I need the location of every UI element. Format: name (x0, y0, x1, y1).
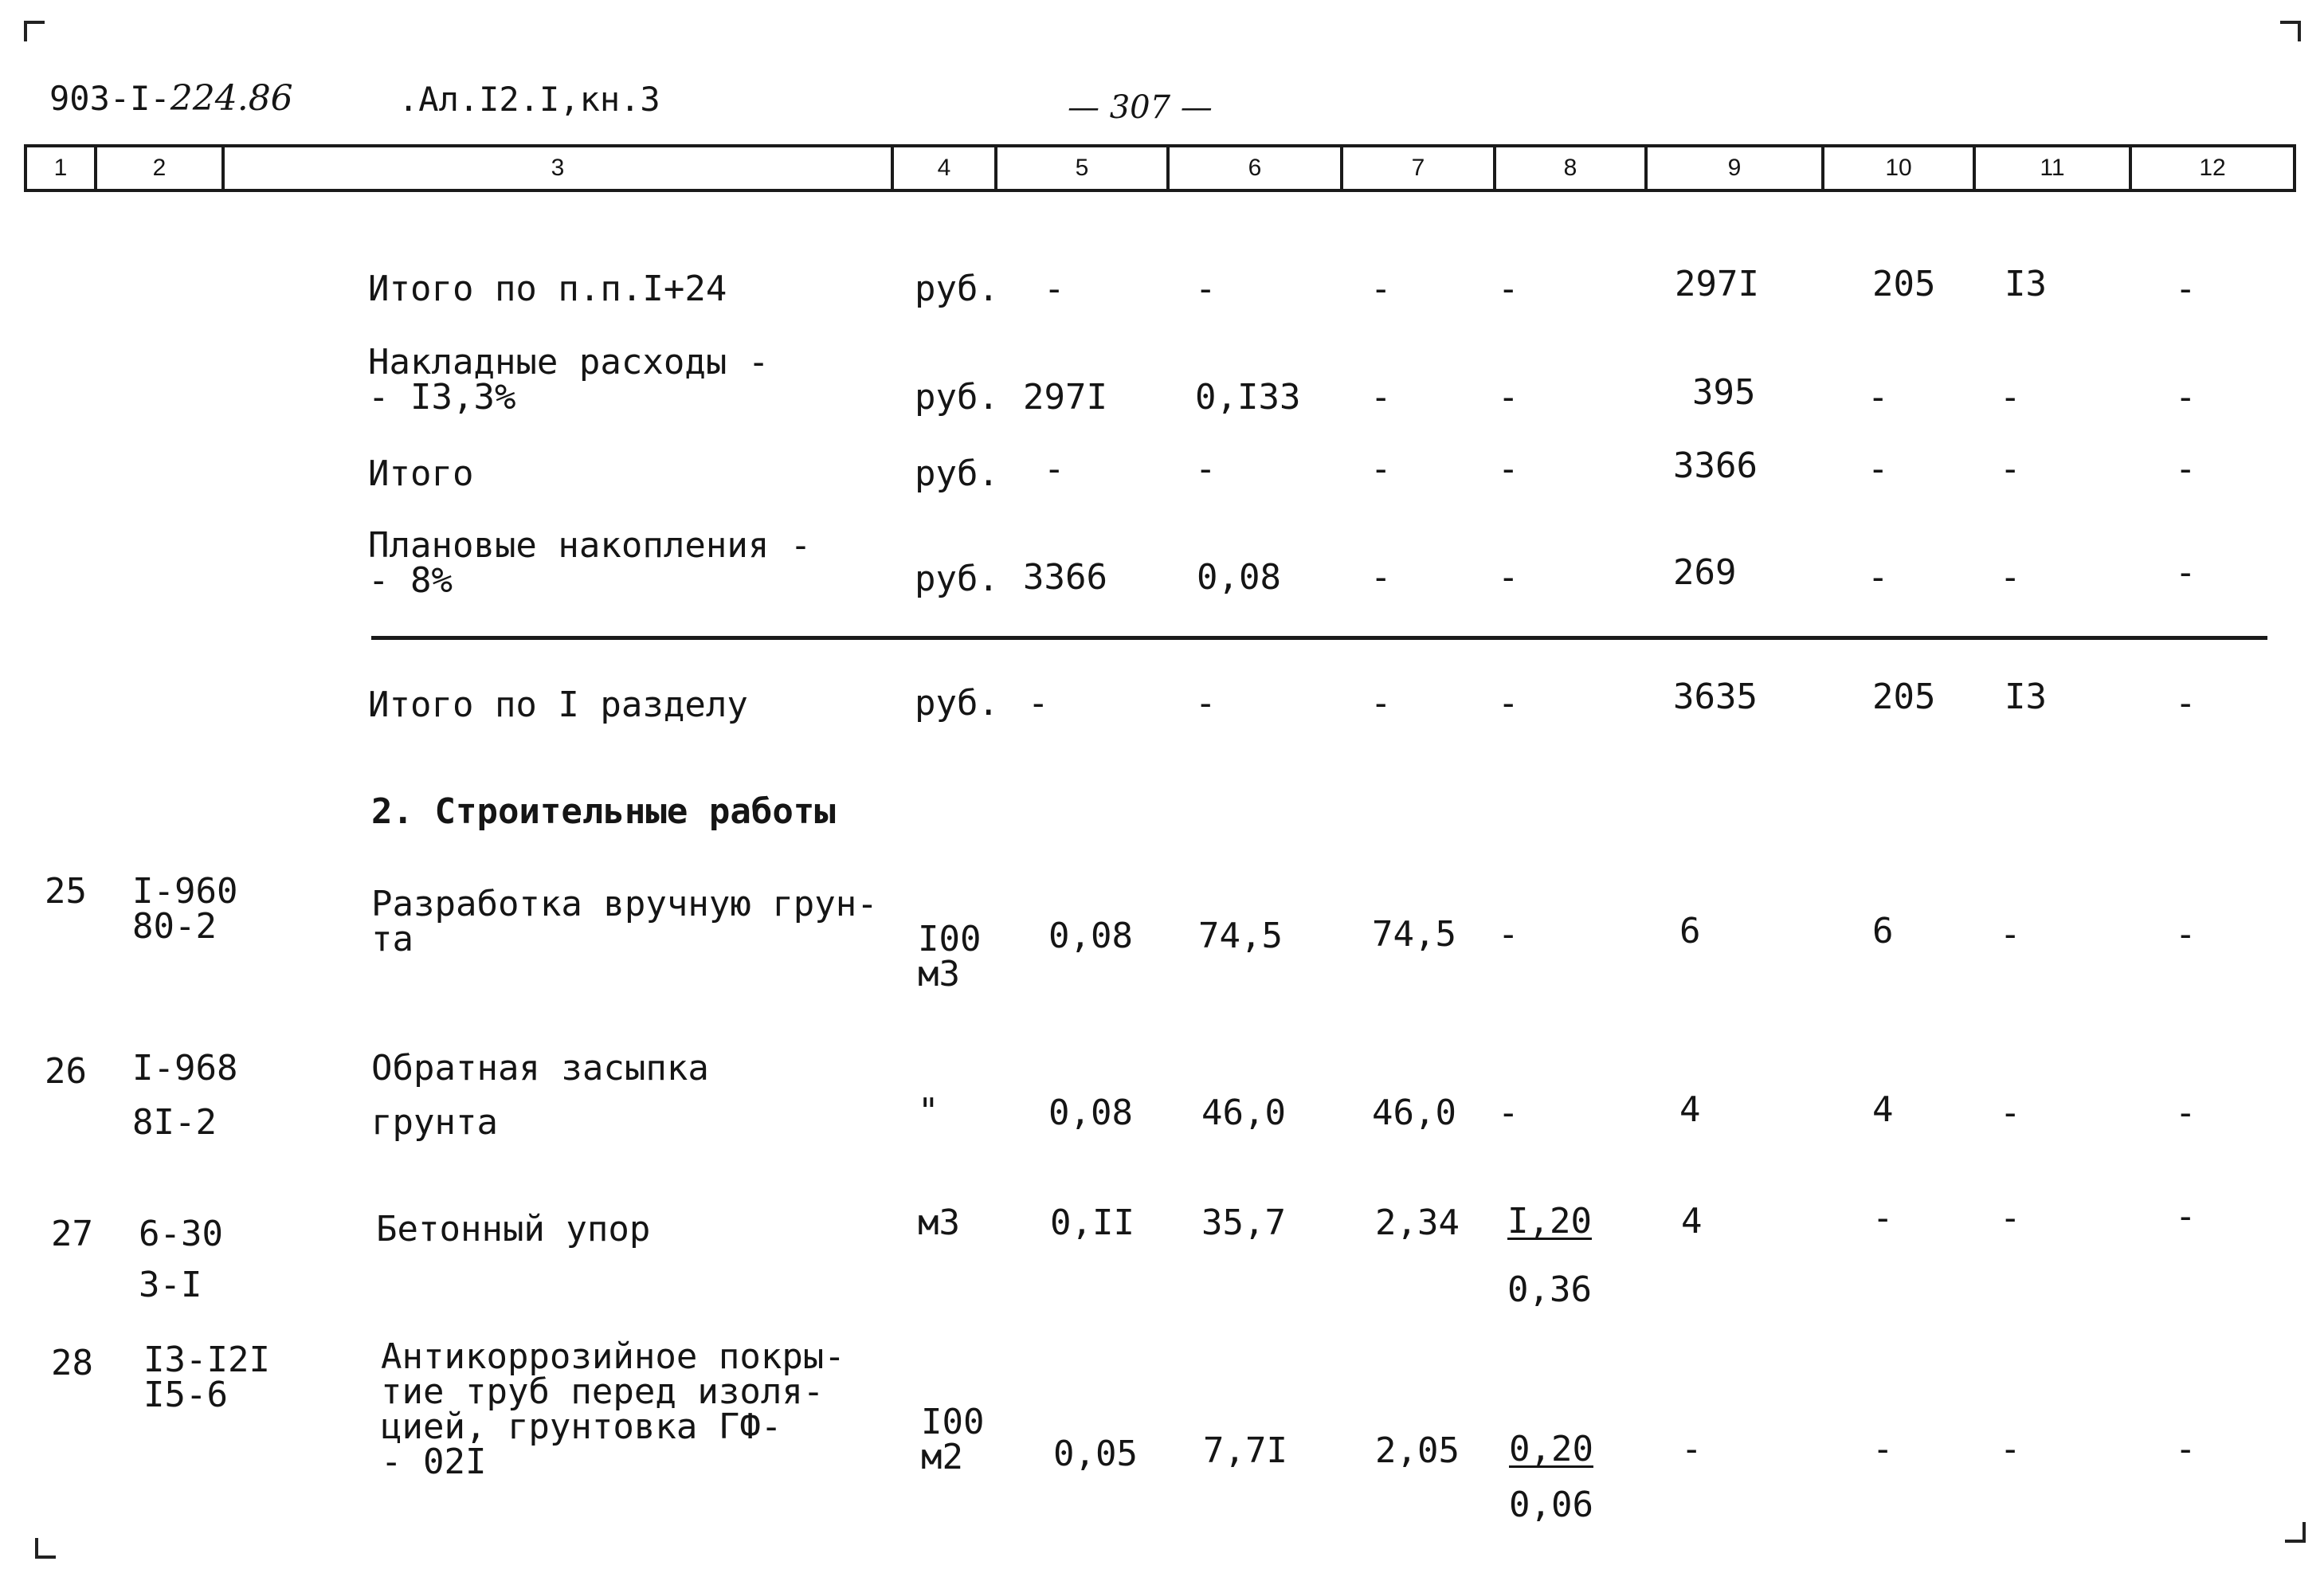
col8-value: - (1498, 914, 1519, 955)
col5-value: 297I (1023, 377, 1107, 418)
norm-code: I-960 (132, 871, 238, 912)
row-number: 27 (51, 1214, 93, 1254)
norm-code: 3-I (139, 1265, 202, 1305)
col11-value: - (2000, 1093, 2021, 1133)
col6-value: 7,7I (1203, 1430, 1287, 1471)
norm-code: I5-6 (143, 1375, 228, 1415)
col6-value: 35,7 (1201, 1202, 1286, 1243)
col8-value: - (1498, 1093, 1519, 1133)
col6-value: - (1195, 683, 1217, 724)
unit: м3 (918, 1202, 960, 1243)
col7-value: 46,0 (1372, 1093, 1456, 1133)
norm-code: 6-30 (139, 1214, 223, 1254)
col11-value: - (2000, 449, 2021, 489)
col10-value: 6 (1872, 911, 1894, 951)
unit: " (918, 1091, 939, 1132)
corner-mark-bottom-right (2285, 1522, 2306, 1543)
col7-value: - (1370, 683, 1392, 724)
item-name: Итого по п.п.I+24 (368, 269, 727, 309)
unit: руб. (915, 377, 999, 418)
col6-value: - (1195, 449, 1217, 489)
col7-value: 2,05 (1375, 1430, 1460, 1471)
col6-value: 46,0 (1201, 1093, 1286, 1133)
col12-value: - (2175, 552, 2197, 593)
col8-value-secondary: 0,36 (1507, 1269, 1592, 1310)
col7-value: 74,5 (1372, 914, 1456, 955)
page-number: — 307 — (1068, 89, 1213, 126)
item-name: Итого (368, 453, 474, 494)
column-number: 6 (1248, 155, 1262, 181)
item-name: Итого по I разделу (368, 685, 748, 725)
column-number: 3 (551, 155, 565, 181)
unit: руб. (915, 453, 999, 494)
section-total-rule (371, 636, 2267, 640)
col6-value: 0,I33 (1195, 377, 1301, 418)
row-number: 25 (45, 871, 87, 912)
col9-value: 395 (1692, 372, 1756, 413)
unit: I00 (921, 1402, 985, 1442)
col9-value: 4 (1681, 1201, 1703, 1242)
item-name: Бетонный упор (376, 1209, 651, 1250)
document-code (49, 78, 293, 119)
col5-value: - (1044, 449, 1065, 489)
col5-value: - (1044, 269, 1065, 309)
col7-value: - (1370, 557, 1392, 598)
col6-value: 74,5 (1198, 916, 1283, 956)
col8-value: - (1498, 683, 1519, 724)
item-name: - 8% (368, 560, 453, 601)
col10-value: - (1872, 1429, 1894, 1469)
col5-value: 3366 (1023, 557, 1107, 598)
col12-value: - (2175, 377, 2197, 418)
col5-value: - (1028, 683, 1049, 724)
col9-value: 4 (1679, 1089, 1701, 1130)
column-number: 2 (152, 155, 167, 181)
item-name: тие труб перед изоля- (381, 1371, 825, 1412)
column-number: 1 (53, 155, 68, 181)
col12-value: - (2175, 1429, 2197, 1469)
item-name: Разработка вручную грун- (371, 884, 878, 924)
col6-value: - (1195, 269, 1217, 309)
col12-value: - (2175, 269, 2197, 309)
norm-code: 8I-2 (132, 1102, 217, 1143)
column-number: 9 (1727, 155, 1742, 181)
col9-value: 6 (1679, 911, 1701, 951)
col10-value: 205 (1872, 677, 1936, 717)
col8-value: 0,20 (1509, 1429, 1593, 1469)
item-name: цией, грунтовка ГФ- (381, 1406, 782, 1447)
col5-value: 0,05 (1053, 1434, 1138, 1474)
column-number: 10 (1885, 155, 1912, 181)
unit: I00 (918, 919, 982, 959)
column-number: 4 (937, 155, 951, 181)
unit: руб. (915, 269, 999, 309)
row-number: 26 (45, 1051, 87, 1092)
col11-value: I3 (2005, 264, 2047, 304)
unit: руб. (915, 683, 999, 724)
item-name: Накладные расходы - (368, 342, 770, 382)
unit: м2 (921, 1437, 963, 1477)
column-number: 8 (1563, 155, 1577, 181)
col10-value: 205 (1872, 264, 1936, 304)
col10-value: 4 (1872, 1089, 1894, 1130)
col12-value: - (2175, 914, 2197, 955)
col6-value: 0,08 (1197, 557, 1281, 598)
col11-value: - (2000, 914, 2021, 955)
col8-value-secondary: 0,06 (1509, 1485, 1593, 1525)
norm-code: I-968 (132, 1048, 238, 1089)
col8-value: - (1498, 269, 1519, 309)
col7-value: 2,34 (1375, 1202, 1460, 1243)
col10-value: - (1867, 557, 1889, 598)
item-name: - I3,3% (368, 377, 516, 418)
col8-value: - (1498, 449, 1519, 489)
item-name: Антикоррозийное покры- (381, 1336, 845, 1377)
col5-value: 0,II (1050, 1202, 1135, 1243)
col12-value: - (2175, 449, 2197, 489)
corner-mark-top-left (24, 21, 45, 41)
col8-value: I,20 (1507, 1201, 1592, 1242)
col5-value: 0,08 (1048, 1093, 1133, 1133)
col12-value: - (2175, 683, 2197, 724)
item-name: та (371, 919, 413, 959)
document-code-prefix: 903-I- (49, 79, 170, 118)
col9-value: 3635 (1673, 677, 1758, 717)
col11-value: - (2000, 1198, 2021, 1238)
column-number: 12 (2199, 155, 2226, 181)
column-number: 11 (2040, 155, 2065, 181)
col12-value: - (2175, 1196, 2197, 1237)
album-reference: .Ал.I2.I,кн.3 (398, 80, 660, 119)
col9-value: - (1681, 1429, 1703, 1469)
col10-value: - (1867, 449, 1889, 489)
norm-code: 80-2 (132, 906, 217, 947)
section-title: 2. Строительные работы (371, 791, 836, 832)
column-number: 7 (1411, 155, 1425, 181)
col11-value: - (2000, 557, 2021, 598)
norm-code: I3-I2I (143, 1340, 270, 1380)
item-name: Плановые накопления - (368, 525, 812, 566)
col7-value: - (1370, 377, 1392, 418)
corner-mark-bottom-left (35, 1538, 56, 1559)
column-number-row (24, 144, 2296, 192)
corner-mark-top-right (2280, 21, 2301, 41)
col5-value: 0,08 (1048, 916, 1133, 956)
col7-value: - (1370, 269, 1392, 309)
col10-value: - (1872, 1198, 1894, 1238)
col8-value: - (1498, 557, 1519, 598)
item-name: Обратная засыпка (371, 1048, 709, 1089)
col9-value: 3366 (1673, 445, 1758, 486)
col12-value: - (2175, 1093, 2197, 1133)
unit: руб. (915, 559, 999, 599)
document-code-handwritten: 224.86 (170, 78, 293, 119)
col11-value: I3 (2005, 677, 2047, 717)
col9-value: 269 (1673, 552, 1737, 593)
col9-value: 297I (1675, 264, 1759, 304)
unit: м3 (918, 954, 960, 994)
column-number: 5 (1075, 155, 1089, 181)
item-name: грунта (371, 1102, 498, 1143)
item-name: - 02I (381, 1442, 487, 1482)
col10-value: - (1867, 377, 1889, 418)
col11-value: - (2000, 377, 2021, 418)
row-number: 28 (51, 1343, 93, 1383)
col11-value: - (2000, 1429, 2021, 1469)
col7-value: - (1370, 449, 1392, 489)
col8-value: - (1498, 377, 1519, 418)
